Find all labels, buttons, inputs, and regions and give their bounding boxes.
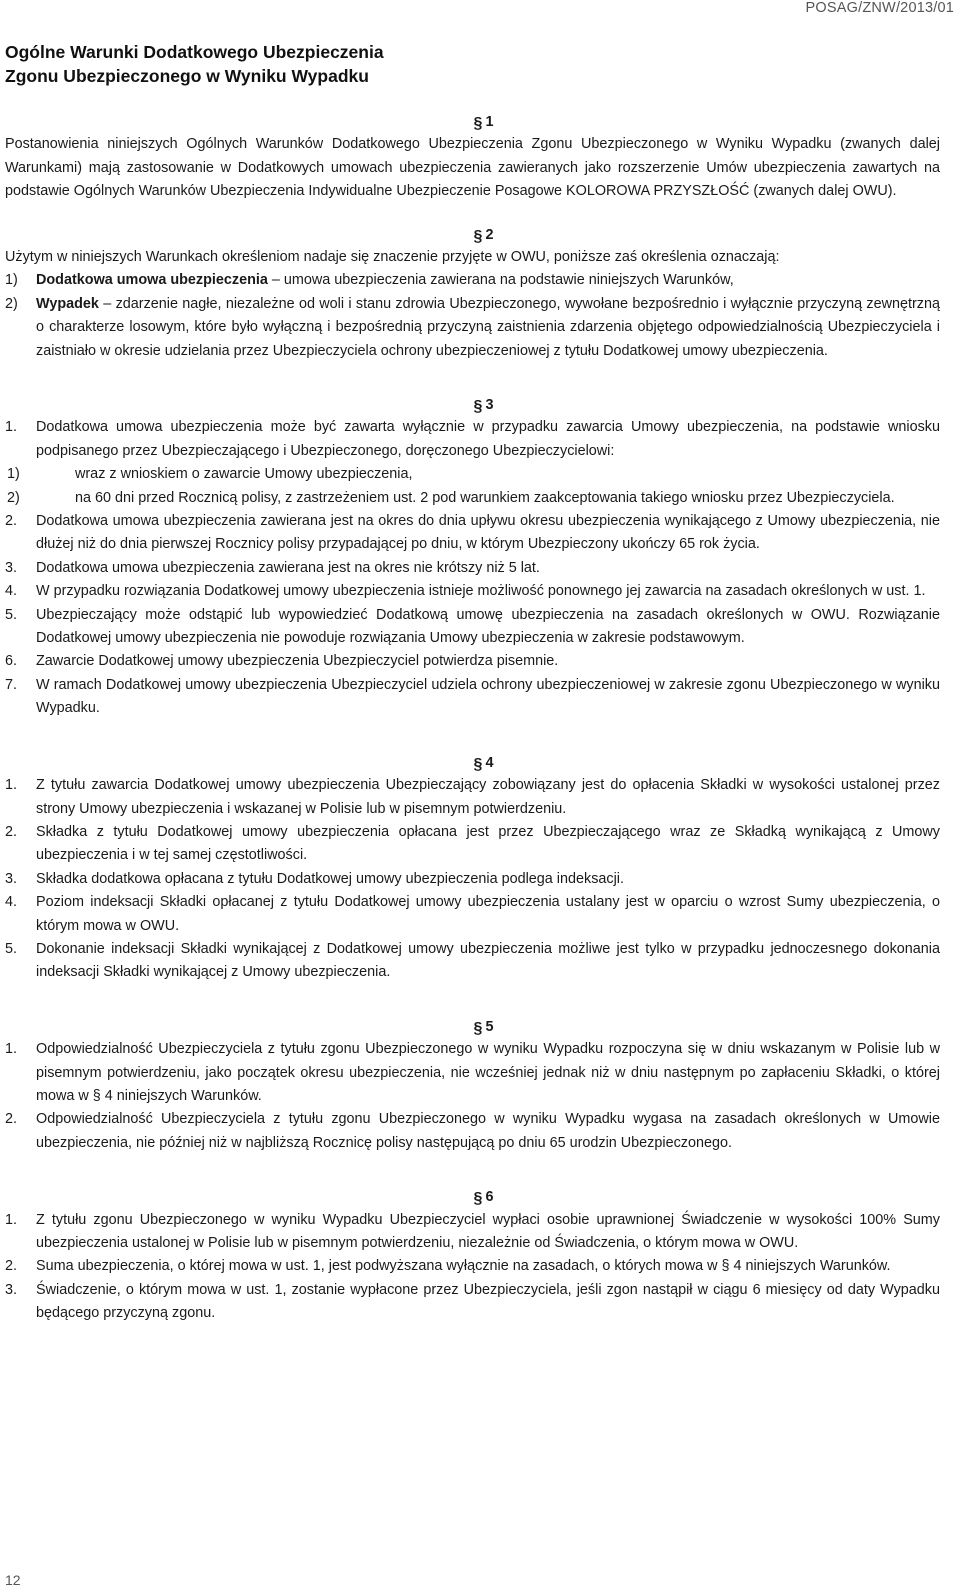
list-item: 5. Ubezpieczający może odstąpić lub wypowiedzieć Dodatkową umowę ubezpieczenia na zasadach określonych w OWU. Rozwiązanie Dodatkowej umowy ubezpieczenia nie powoduje rozwiązania Umowy ubezpieczenia w zakresie podstawowym. — [5, 606, 940, 647]
definition-term: Wypadek — [36, 295, 99, 312]
list-item: 4. W przypadku rozwiązania Dodatkowej umowy ubezpieczenia istnieje możliwość ponownego jej zawarcia na zasadach określonych w ust. 1. — [5, 583, 926, 600]
document-title — [5, 40, 565, 88]
document-title-line-1: Ogólne Warunki Dodatkowego Ubezpieczenia — [5, 42, 384, 62]
definition-term: Dodatkowa umowa ubezpieczenia — [36, 272, 268, 289]
list-item: 2. Odpowiedzialność Ubezpieczyciela z tytułu zgonu Ubezpieczonego w wyniku Wypadku wygasa na zasadach określonych w Umowie ubezpieczenia, nie później niż w najbliższą Rocznicę polisy następującą po dniu 65 urodzin Ubezpieczonego. — [5, 1111, 940, 1151]
list-item: 6. Zawarcie Dodatkowej umowy ubezpieczenia Ubezpieczyciel potwierdza pisemnie. — [5, 653, 559, 670]
list-item: 4. Poziom indeksacji Składki opłacanej z tytułu Dodatkowej umowy ubezpieczenia ustalany jest w oparciu o wzrost Sumy ubezpieczenia, o którym mowa w OWU. — [5, 894, 940, 934]
document-title-line-2: Zgonu Ubezpieczonego w Wyniku Wypadku — [5, 66, 369, 86]
section-symbol: § — [473, 227, 483, 245]
section-symbol: § — [473, 755, 483, 773]
list-item: 3. Składka dodatkowa opłacana z tytułu Dodatkowej umowy ubezpieczenia podlega indeksacji. — [5, 870, 624, 887]
section-symbol: § — [473, 398, 483, 416]
document-body — [5, 110, 940, 1326]
section-heading-4: § 4 — [473, 754, 494, 773]
definition-item: 2) Wypadek – zdarzenie nagłe, niezależne od woli i stanu zdrowia Ubezpieczonego, wywołane bezpośrednio i wyłącznie przyczyną zewnętrzną o charakterze losowym, które było wyłączną i bezpośrednią przyczyną zaistnienia zdarzenia objętego odpowiedzialnością Ubezpieczyciela i zaistniało w okresie udzielania przez Ubezpieczyciela ochrony ubezpieczeniowej z tytułu Dodatkowej umowy ubezpieczenia. — [5, 295, 940, 359]
sub-list-item: 2) na 60 dni przed Rocznicą polisy, z zastrzeżeniem ust. 2 pod warunkiem zaakceptowania takiego wniosku przez Ubezpieczyciela. — [7, 489, 895, 506]
section-symbol: § — [473, 115, 483, 132]
section-heading-2: § 2 — [473, 226, 494, 245]
list-item: 5. Dokonanie indeksacji Składki wynikającej z Dodatkowej umowy ubezpieczenia możliwe jest tylko w przypadku jednoczesnego dokonania indeksacji Składki wynikającej z Umowy ubezpieczenia. — [5, 940, 940, 981]
list-item: 1. Odpowiedzialność Ubezpieczyciela z tytułu zgonu Ubezpieczonego w wyniku Wypadku rozpoczyna się w dniu wskazanym w Polisie lub w pisemnym potwierdzeniu, jako początek okresu ubezpieczenia, nie wcześniej jednak niż w dniu następnym po zapłaceniu Składki, o której mowa w § 4 niniejszych Warunków. — [5, 1041, 940, 1104]
list-item: 3. Świadczenie, o którym mowa w ust. 1, zostanie wypłacone przez Ubezpieczyciela, jeśli zgon nastąpił w ciągu 6 miesięcy od daty Wypadku będącego przyczyną zgonu. — [5, 1281, 940, 1322]
definition-item: 1) Dodatkowa umowa ubezpieczenia – umowa ubezpieczenia zawierana na podstawie niniejszych Warunków, — [5, 272, 734, 289]
list-item: 1. Dodatkowa umowa ubezpieczenia może być zawarta wyłącznie w przypadku zawarcia Umowy ubezpieczenia, na podstawie wniosku podpisanego przez Ubezpieczającego i Ubezpieczonego, doręczonego Ubezpieczycielowi: — [5, 419, 940, 459]
sub-list-item: 1) wraz z wnioskiem o zawarcie Umowy ubezpieczenia, — [7, 466, 413, 483]
list-item: 2. Składka z tytułu Dodatkowej umowy ubezpieczenia opłacana jest przez Ubezpieczającego wraz ze Składką wynikającą z Umowy ubezpieczenia i w tej samej częstotliwości. — [5, 823, 940, 864]
section-heading-3: § 3 — [473, 397, 494, 416]
list-item: 2. Suma ubezpieczenia, o której mowa w ust. 1, jest podwyższana wyłącznie na zasadach, o których mowa w § 4 niniejszych Warunków. — [5, 1258, 891, 1275]
document-code: POSAG/ZNW/2013/01 — [805, 0, 954, 16]
section-heading-1: § 1 — [473, 114, 494, 132]
section-1-text: Postanowienia niniejszych Ogólnych Warunków Dodatkowego Ubezpieczenia Zgonu Ubezpieczonego w Wyniku Wypadku (zwanych dalej Warunkami) mają zastosowanie w Dodatkowych umowach ubezpieczenia zawieranych jako rozszerzenie Umów ubezpieczenia zawartych na podstawie Ogólnych Warunków Ubezpieczenia Indywidualne Ubezpieczenie Posagowe KOLOROWA PRZYSZŁOŚĆ (zwanych dalej OWU). — [5, 136, 940, 200]
section-heading-5: § 5 — [473, 1018, 494, 1037]
list-item: 3. Dodatkowa umowa ubezpieczenia zawierana jest na okres nie krótszy niż 5 lat. — [5, 559, 540, 576]
list-item: 1. Z tytułu zawarcia Dodatkowej umowy ubezpieczenia Ubezpieczający zobowiązany jest do opłacenia Składki w wysokości ustalonej przez strony Umowy ubezpieczenia i wskazanej w Polisie lub w pisemnym potwierdzeniu. — [5, 777, 940, 817]
list-item: 7. W ramach Dodatkowej umowy ubezpieczenia Ubezpieczyciel udziela ochrony ubezpieczeniowej w zakresie zgonu Ubezpieczonego w wyniku Wypadku. — [5, 676, 940, 717]
section-heading-6: § 6 — [473, 1189, 494, 1208]
section-symbol: § — [473, 1019, 483, 1037]
section-symbol: § — [473, 1190, 483, 1208]
list-item: 2. Dodatkowa umowa ubezpieczenia zawierana jest na okres do dnia upływu okresu ubezpieczenia wynikającego z Umowy ubezpieczenia, nie dłużej niż do dnia pierwszej Rocznicy polisy przypadającej po dniu, w którym Ubezpieczony ukończy 65 rok życia. — [5, 513, 940, 553]
list-item: 1. Z tytułu zgonu Ubezpieczonego w wyniku Wypadku Ubezpieczyciel wypłaci osobie uprawnionej Świadczenie w wysokości 100% Sumy ubezpieczenia ustalonej w Polisie lub w pisemnym potwierdzeniu, niezależnie od Świadczenia, o którym mowa w OWU. — [5, 1211, 940, 1251]
page-number: 12 — [5, 1572, 21, 1588]
section-2-intro: Użytym w niniejszych Warunkach określeniom nadaje się znaczenie przyjęte w OWU, poniższe zaś określenia oznaczają: — [5, 249, 780, 265]
